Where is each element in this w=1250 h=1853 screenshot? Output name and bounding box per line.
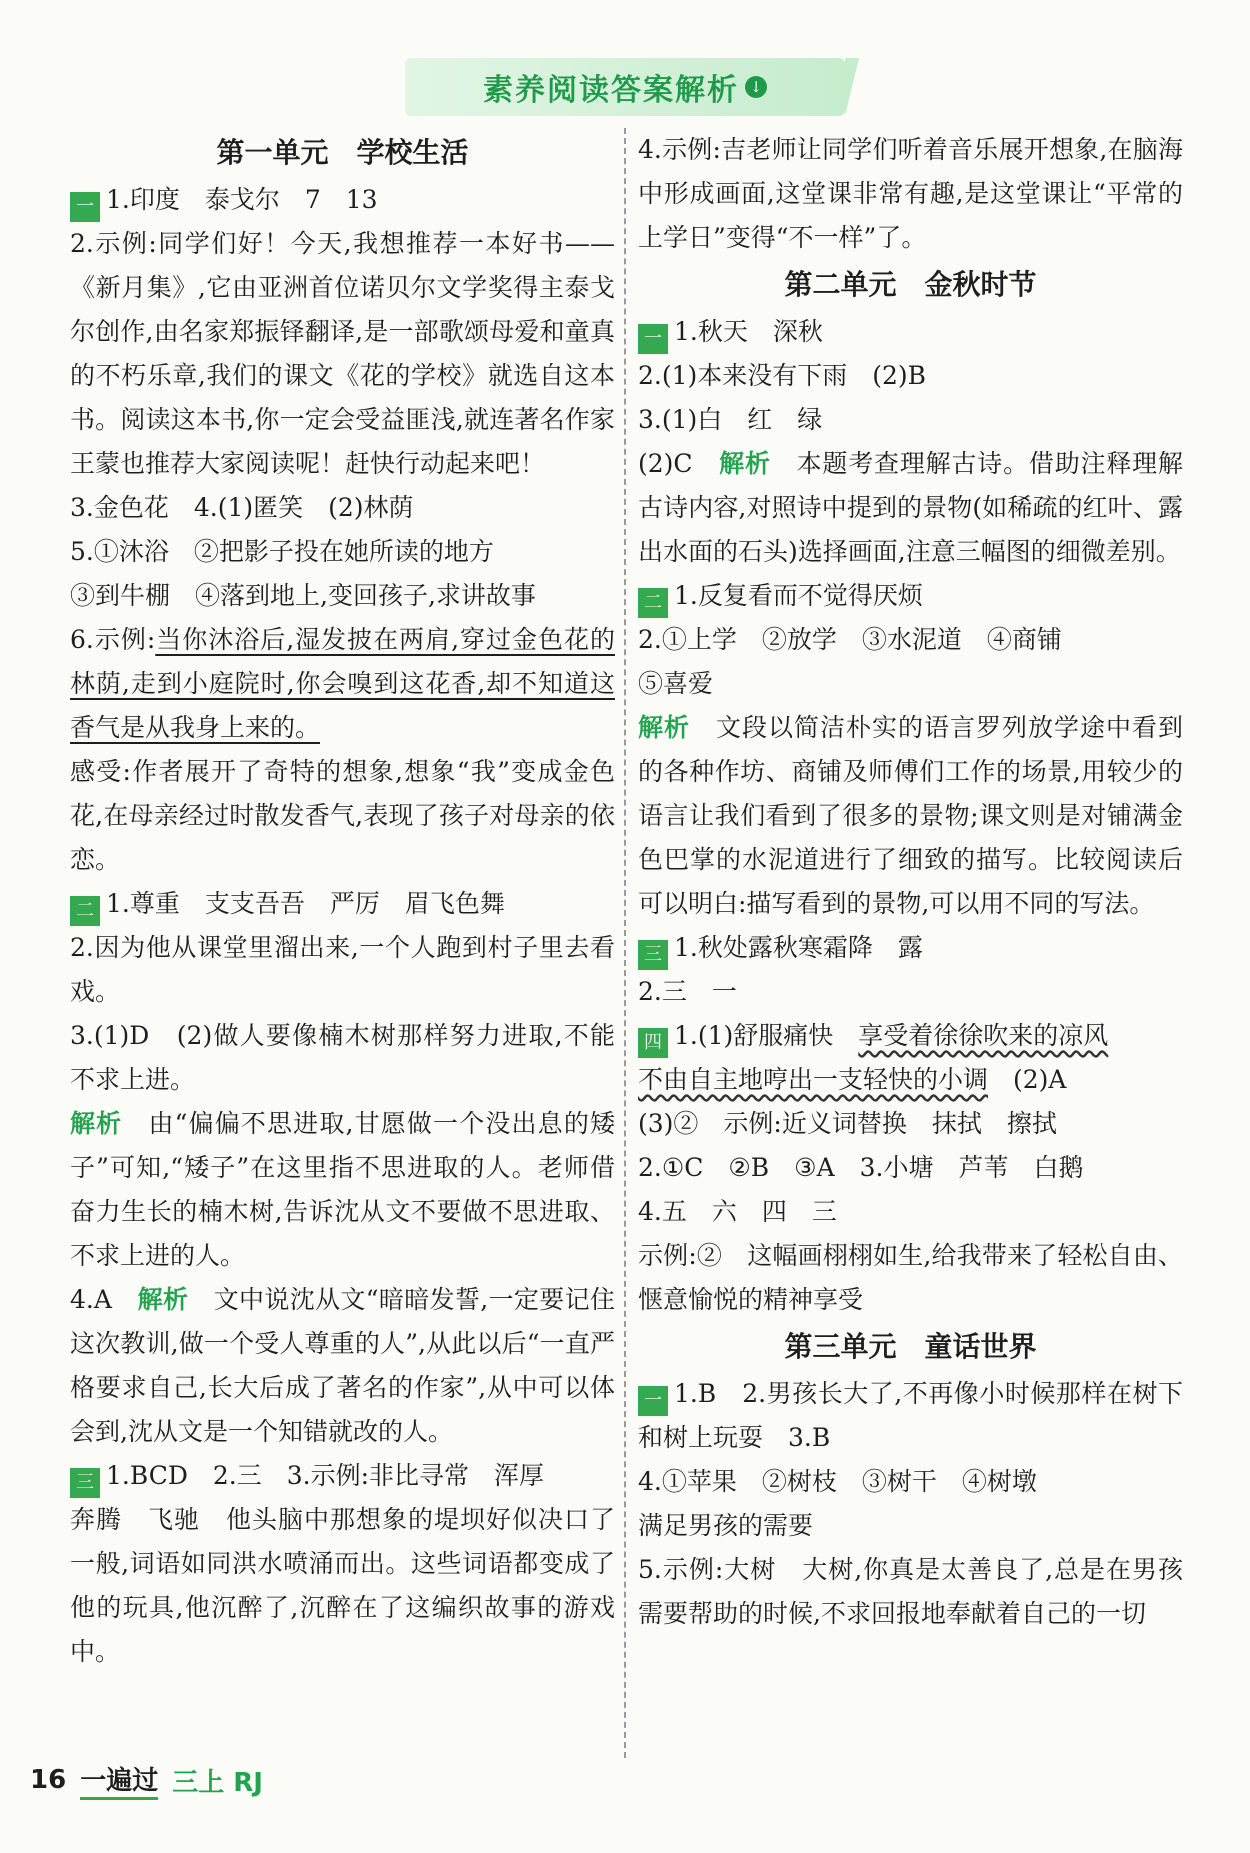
grade-label: 三上 RJ (172, 1767, 263, 1798)
answer-line: 2.三 一 (638, 977, 737, 1006)
answer-line: 2.①上学 ②放学 ③水泥道 ④商铺 (638, 625, 1062, 654)
answer-text: 1.BCD 2.三 3.示例:非比寻常 浑厚 (106, 1461, 544, 1490)
answer-text: 1.(1)舒服痛快 (674, 1021, 859, 1050)
answer-text: (2)A (988, 1065, 1067, 1094)
answer-text: 6.示例: (70, 625, 156, 654)
section-mark: 三 (70, 1468, 100, 1498)
answer-line: 满足男孩的需要 (638, 1511, 814, 1540)
answer-line (638, 574, 1183, 618)
answer-line: 5.①沐浴 ②把影子投在她所读的地方 (70, 537, 494, 566)
unit-title: 第三单元 童话世界 (784, 1330, 1037, 1363)
answer-line: 4.①苹果 ②树枝 ③树干 ④树墩 (638, 1467, 1037, 1496)
answer-para: 5.示例:大树 大树,你真是太善良了,总是在男孩需要帮助的时候,不求回报地奉献着自己的一切 (638, 1555, 1183, 1628)
unit-title: 第二单元 金秋时节 (784, 268, 1037, 301)
wavy-underlined-text: 享受着徐徐吹来的凉风 (858, 1021, 1109, 1050)
analysis-para (70, 1278, 615, 1454)
analysis-label: 解析 (137, 1285, 189, 1314)
answer-text: 1.B 2.男孩长大了,不再像小时候那样在树下和树上玩耍 3.B (638, 1379, 1183, 1452)
analysis-text: 文中说沈从文“暗暗发誓,一定要记住这次教训,做一个受人尊重的人”,从此以后“一直严格要求自己,长大后成了著名的作家”,从中可以体会到,沈从文是一个知错就改的人。 (70, 1285, 615, 1446)
section-mark: 二 (70, 896, 100, 926)
answer-line: 3.金色花 4.(1)匿笑 (2)林荫 (70, 493, 414, 522)
section-mark: 二 (638, 588, 668, 618)
section-mark: 四 (638, 1028, 668, 1058)
answer-line (638, 1014, 1183, 1058)
answer-line: 3.(1)白 红 绿 (638, 405, 823, 434)
answer-text: (2)C (638, 449, 693, 478)
answer-text: 1.秋处露秋寒霜降 露 (674, 933, 923, 962)
left-column (70, 128, 615, 1674)
arrow-down-icon: ↓ (745, 76, 767, 98)
answer-line (70, 1454, 615, 1498)
answer-para: 感受:作者展开了奇特的想象,想象“我”变成金色花,在母亲经过时散发香气,表现了孩子对母亲的依恋。 (70, 757, 615, 874)
answer-line (70, 178, 615, 222)
section-mark: 三 (638, 940, 668, 970)
column-divider (624, 128, 626, 1758)
book-brand: 一遍过 (80, 1760, 158, 1800)
answer-line (638, 1058, 1183, 1102)
answer-text: 1.印度 泰戈尔 7 13 (106, 185, 378, 214)
page-footer (30, 1760, 263, 1800)
answer-para: 2.示例:同学们好！今天,我想推荐一本好书——《新月集》,它由亚洲首位诺贝尔文学奖得主泰戈尔创作,由名家郑振铎翻译,是一部歌颂母爱和童真的不朽乐章,我们的课文《花的学校》就选自这本书。阅读这本书,你一定会受益匪浅,就连著名作家王蒙也推荐大家阅读呢！赶快行动起来吧！ (70, 229, 615, 478)
answer-line: 2.(1)本来没有下雨 (2)B (638, 361, 927, 390)
section-mark: 一 (70, 192, 100, 222)
underlined-text: 当你沐浴后,湿发披在两肩,穿过金色花的林荫,走到小庭院时,你会嗅到这花香,却不知道这香气是从我身上来的。 (70, 625, 615, 742)
banner-title: 素养阅读答案解析 (483, 73, 739, 108)
right-column (638, 128, 1183, 1636)
answer-para: 2.因为他从课堂里溜出来,一个人跑到村子里去看戏。 (70, 933, 615, 1006)
answer-para: 奔腾 飞驰 他头脑中那想象的堤坝好似决口了一般,词语如同洪水喷涌而出。这些词语都变成了他的玩具,他沉醉了,沉醉在了这编织故事的游戏中。 (70, 1505, 615, 1666)
answer-para: 3.(1)D (2)做人要像楠木树那样努力进取,不能不求上进。 (70, 1021, 615, 1094)
answer-text: 1.秋天 深秋 (674, 317, 823, 346)
analysis-label: 解析 (70, 1109, 123, 1138)
analysis-text: 本题考查理解古诗。借助注释理解古诗内容,对照诗中提到的景物(如稀疏的红叶、露出水面的石头)选择画面,注意三幅图的细微差别。 (638, 449, 1183, 566)
section-mark: 一 (638, 324, 668, 354)
answer-line (638, 926, 1183, 970)
answer-line (638, 310, 1183, 354)
answer-text: 4.A (70, 1285, 112, 1314)
analysis-label: 解析 (719, 449, 771, 478)
section-banner (405, 58, 845, 116)
analysis-para (638, 442, 1183, 574)
section-mark: 一 (638, 1386, 668, 1416)
wavy-underlined-text: 不由自主地哼出一支轻快的小调 (638, 1065, 989, 1094)
answer-text: 1.反复看而不觉得厌烦 (674, 581, 923, 610)
answer-line: ③到牛棚 ④落到地上,变回孩子,求讲故事 (70, 581, 536, 610)
unit-title: 第一单元 学校生活 (216, 136, 469, 169)
answer-para (70, 618, 615, 750)
answer-line (70, 882, 615, 926)
answer-para (638, 1372, 1183, 1460)
answer-para: 4.示例:吉老师让同学们听着音乐展开想象,在脑海中形成画面,这堂课非常有趣,是这堂课让“平常的上学日”变得“不一样”了。 (638, 135, 1183, 252)
answer-line: (3)② 示例:近义词替换 抹拭 擦拭 (638, 1109, 1057, 1138)
analysis-text: 文段以简洁朴实的语言罗列放学途中看到的各种作坊、商铺及师傅们工作的场景,用较少的语言让我们看到了很多的景物;课文则是对铺满金色巴掌的水泥道进行了细致的描写。比较阅读后可以明白:描写看到的景物,可以用不同的写法。 (638, 713, 1183, 918)
analysis-label: 解析 (638, 713, 690, 742)
answer-line: 2.①C ②B ③A 3.小塘 芦苇 白鹅 (638, 1153, 1084, 1182)
answer-line: 4.五 六 四 三 (638, 1197, 837, 1226)
answer-line: ⑤喜爱 (638, 669, 714, 698)
analysis-para (70, 1102, 615, 1278)
answer-para: 示例:② 这幅画栩栩如生,给我带来了轻松自由、惬意愉悦的精神享受 (638, 1241, 1183, 1314)
analysis-para (638, 706, 1183, 926)
answer-text: 1.尊重 支支吾吾 严厉 眉飞色舞 (106, 889, 505, 918)
page-number: 16 (30, 1765, 67, 1795)
analysis-text: 由“偏偏不思进取,甘愿做一个没出息的矮子”可知,“矮子”在这里指不思进取的人。老师借奋力生长的楠木树,告诉沈从文不要做不思进取、不求上进的人。 (70, 1109, 615, 1270)
